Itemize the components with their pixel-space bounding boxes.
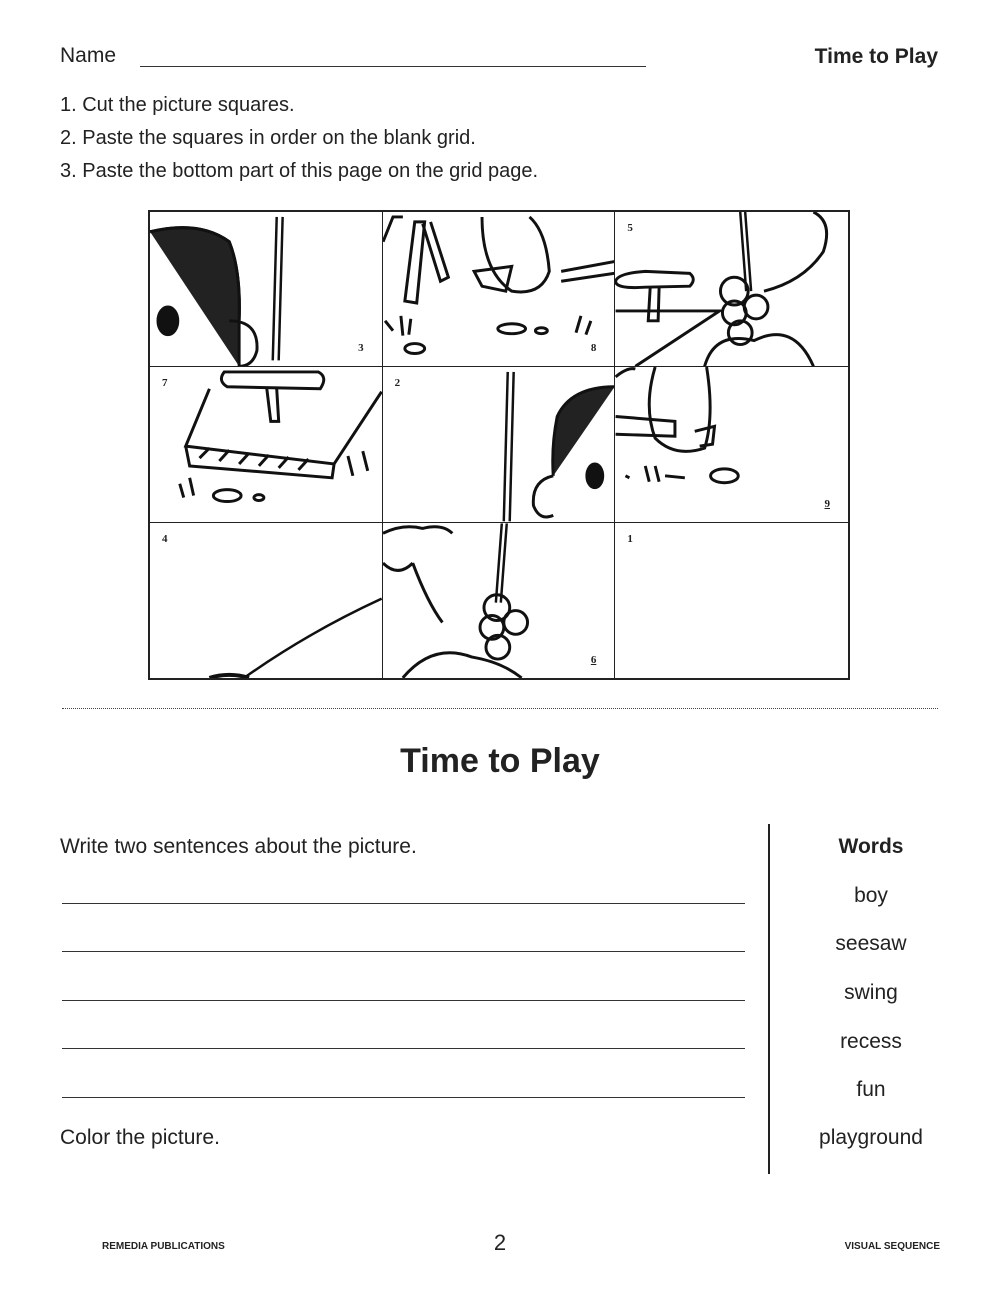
square-number: 2 (394, 377, 401, 390)
word-item: boy (854, 884, 888, 907)
writing-line[interactable] (62, 1000, 745, 1001)
instruction-1: 1. Cut the picture squares. (60, 94, 295, 116)
square-number: 7 (162, 377, 168, 390)
picture-square[interactable] (615, 212, 848, 367)
boy-face-illustration (150, 212, 382, 366)
square-number: 3 (358, 342, 364, 355)
picture-square[interactable] (150, 523, 383, 678)
header-title: Time to Play (814, 45, 938, 68)
cut-line (62, 708, 938, 709)
square-number: 8 (590, 342, 597, 355)
picture-square[interactable] (383, 212, 616, 367)
writing-prompt: Write two sentences about the picture. (60, 835, 417, 858)
picture-square[interactable] (615, 367, 848, 522)
picture-square[interactable] (150, 212, 383, 367)
footer-publisher: REMEDIA PUBLICATIONS (102, 1241, 225, 1252)
page-number: 2 (493, 1230, 507, 1255)
seesaw-illustration (383, 212, 615, 366)
writing-line[interactable] (62, 1048, 745, 1049)
writing-line[interactable] (62, 903, 745, 904)
boy-face-illustration (383, 367, 615, 521)
picture-grid (148, 210, 850, 680)
name-label: Name (60, 44, 117, 67)
word-item: fun (856, 1078, 886, 1101)
word-item: seesaw (835, 932, 907, 955)
word-item: recess (840, 1030, 902, 1053)
square-number: 4 (162, 532, 168, 545)
footer-series: VISUAL SEQUENCE (844, 1241, 940, 1252)
swing-seat-illustration (150, 367, 382, 521)
word-item: swing (844, 981, 898, 1004)
words-heading: Words (838, 835, 904, 858)
instruction-3: 3. Paste the bottom part of this page on the grid page. (60, 160, 539, 182)
name-line[interactable] (140, 66, 646, 67)
section-title: Time to Play (400, 742, 600, 780)
writing-line[interactable] (62, 951, 745, 952)
picture-square[interactable] (615, 523, 848, 678)
instruction-2: 2. Paste the squares in order on the blank grid. (60, 127, 476, 149)
square-number: 1 (627, 532, 633, 545)
picture-square[interactable] (383, 367, 616, 522)
square-number: 9 (824, 497, 830, 510)
picture-square[interactable] (383, 523, 616, 678)
writing-line[interactable] (62, 1097, 745, 1098)
picture-square[interactable] (150, 367, 383, 522)
color-prompt: Color the picture. (60, 1126, 220, 1149)
square-number: 6 (590, 653, 597, 666)
hand-rope-illustration (615, 212, 848, 366)
shoe-seesaw-illustration (615, 367, 848, 521)
column-divider (768, 824, 770, 1174)
word-item: playground (819, 1126, 923, 1149)
ground-curve-illustration (150, 523, 382, 678)
square-number: 5 (627, 222, 633, 234)
hand-rope-illustration (383, 523, 615, 678)
